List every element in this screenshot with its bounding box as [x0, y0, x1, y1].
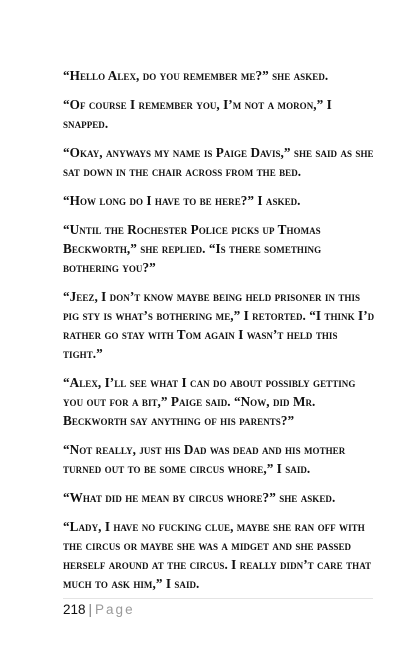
paragraph-10: “Lady, I have no fucking clue, maybe she ran off with the circus or maybe she was a midget and she passed herself around at the circus. I really didn’t care that much to ask him,” I said. [63, 519, 372, 591]
paragraph-6: “Jeez, I don’t know maybe being held prisoner in this pig sty is what’s bothering me,” I retorted. “I think I’d rather go stay with Tom again I wasn’t held this tight.” [63, 289, 375, 361]
footer-separator: | [88, 602, 93, 617]
paragraph-8: “Not really, just his Dad was dead and his mother turned out to be some circus whore,” I said. [63, 442, 346, 476]
footer-divider [63, 598, 373, 599]
page-number: 218 [63, 602, 86, 617]
page-footer [63, 601, 375, 618]
paragraph-4: “How long do I have to be here?” I asked. [63, 193, 301, 208]
paragraph-9: “What did he mean by circus whore?” she asked. [63, 490, 336, 505]
paragraph-5: “Until the Rochester Police picks up Thomas Beckworth,” she replied. “Is there something bothering you?” [63, 222, 322, 275]
paragraph-1: “Hello Alex, do you remember me?” she asked. [63, 68, 329, 83]
paragraph-2: “Of course I remember you, I’m not a moron,” I snapped. [63, 97, 332, 131]
page-body [63, 66, 375, 603]
page-label: Page [95, 602, 135, 617]
paragraph-7: “Alex, I’ll see what I can do about possibly getting you out for a bit,” Paige said. “Now, did Mr. Beckworth say anything of his parents?” [63, 375, 356, 428]
paragraph-3: “Okay, anyways my name is Paige Davis,” she said as she sat down in the chair across from the bed. [63, 145, 374, 179]
